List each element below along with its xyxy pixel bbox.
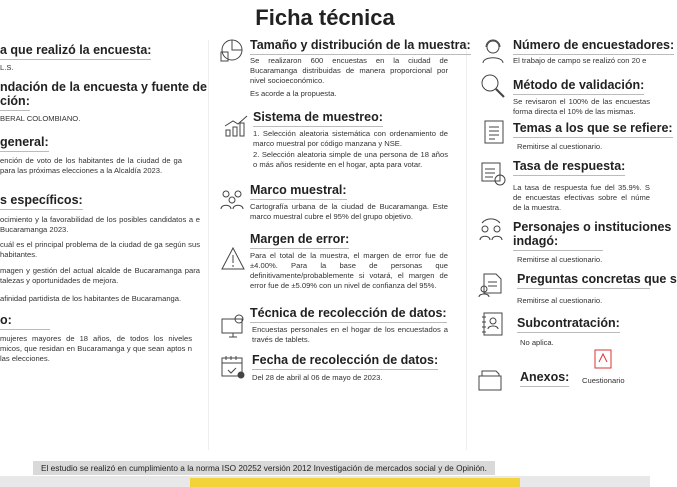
left-item: ocimiento y la favorabilidad de los posibles candidatos a e Bucaramanga 2023. bbox=[0, 215, 200, 234]
yellow-bar bbox=[190, 478, 520, 487]
clipboard-icon bbox=[482, 118, 508, 144]
left-heading-firm: a que realizó la encuesta: bbox=[0, 43, 151, 60]
right-text-questions: Remitirse al cuestionario. bbox=[517, 296, 603, 305]
mid-text-sampling-2: 2. Selección aleatoria simple de una persona de 18 años o más años residente en el hogar, apta para votar. bbox=[253, 150, 448, 169]
group-icon bbox=[219, 185, 245, 211]
right-heading-subcontract: Subcontratación: bbox=[517, 316, 620, 333]
right-text-validation: Se revisaron el 100% de las encuestas forma directa el 10% de las mismas. bbox=[513, 97, 650, 116]
right-heading-actors: Personajes o instituciones bbox=[513, 220, 672, 234]
column-divider bbox=[466, 40, 467, 450]
left-item: magen y gestión del actual alcalde de Bucaramanga para talezas y oportunidades de mejora. bbox=[0, 266, 200, 285]
right-heading-interviewers: Número de encuestadores: bbox=[513, 38, 674, 55]
right-text-topics: Remitirse al cuestionario. bbox=[517, 142, 603, 151]
mid-text-frame: Cartografía urbana de la ciudad de Bucaramanga. Este marco muestral cubre el 95% del grupo objetivo. bbox=[250, 202, 448, 221]
left-item: afinidad partidista de los habitantes de Bucaramanga. bbox=[0, 294, 182, 303]
checklist-icon bbox=[480, 160, 506, 186]
left-heading-general: general: bbox=[0, 135, 49, 152]
left-item: cuál es el principal problema de la ciudad de ga según sus habitantes. bbox=[0, 240, 200, 259]
people-exchange-icon bbox=[478, 218, 504, 244]
contacts-book-icon bbox=[480, 311, 506, 337]
mid-text-sample: Se realizaron 600 encuestas en la ciudad de Bucaramanga distribuidas de manera proporcional por nivel socioeconómico. bbox=[250, 56, 448, 85]
mid-heading-sampling: Sistema de muestreo: bbox=[253, 110, 383, 127]
footer-note: El estudio se realizó en cumplimiento a la norma ISO 20252 versión 2012 Investigación de mercados social y de Opinión. bbox=[33, 461, 495, 475]
annex-link-questionnaire[interactable]: Cuestionario bbox=[582, 376, 625, 385]
mid-text-technique: Encuestas personales en el hogar de los encuestados a través de tablets. bbox=[252, 325, 448, 344]
left-heading-funding: ndación de la encuesta y fuente de bbox=[0, 80, 208, 94]
left-text-general: ención de voto de los habitantes de la ciudad de ga para las próximas elecciones a la Alcaldía 2023. bbox=[0, 156, 182, 175]
mid-heading-error: Margen de error: bbox=[250, 232, 349, 249]
mid-heading-technique: Técnica de recolección de datos: bbox=[250, 306, 447, 323]
left-text-universe: mujeres mayores de 18 años, de todos los niveles micos, que residan en Bucaramanga y que sean aptos n las elecciones. bbox=[0, 334, 192, 363]
mid-text-date: Del 28 de abril al 06 de mayo de 2023. bbox=[252, 373, 383, 382]
pie-chart-icon bbox=[218, 38, 244, 64]
right-text-interviewers: El trabajo de campo se realizó con 20 e bbox=[513, 56, 647, 65]
warning-icon bbox=[220, 246, 246, 272]
right-heading-response: Tasa de respuesta: bbox=[513, 159, 625, 176]
right-text-actors: Remitirse al cuestionario. bbox=[517, 255, 603, 264]
page-title: Ficha técnica bbox=[255, 5, 395, 30]
mid-heading-frame: Marco muestral: bbox=[250, 183, 347, 200]
right-heading-topics: Temas a los que se refiere: bbox=[513, 121, 673, 138]
computer-icon bbox=[220, 313, 246, 339]
right-heading-annexes: Anexos: bbox=[520, 370, 569, 387]
column-divider bbox=[208, 40, 209, 450]
left-text-firm: L.S. bbox=[0, 63, 14, 72]
magnifier-icon bbox=[480, 73, 506, 99]
right-heading-validation: Método de validación: bbox=[513, 78, 644, 95]
mid-heading-date: Fecha de recolección de datos: bbox=[252, 353, 438, 370]
calendar-icon bbox=[220, 354, 246, 380]
folder-icon bbox=[477, 366, 503, 392]
right-heading-questions: Preguntas concretas que s bbox=[517, 272, 650, 289]
document-person-icon bbox=[478, 272, 504, 298]
pdf-icon[interactable] bbox=[594, 349, 612, 369]
mid-text-error: Para el total de la muestra, el margen de error fue de ±4.00%. Para la base de personas que definitivamente/probablemente si votará, el margen de error fue de ±5.09% con un nivel de confianza del 95%. bbox=[250, 251, 448, 290]
right-text-subcontract: No aplica. bbox=[520, 338, 554, 347]
headset-icon bbox=[480, 38, 506, 64]
right-heading-actors-2: indagó: bbox=[513, 234, 603, 251]
mid-heading-sample: Tamaño y distribución de la muestra: bbox=[250, 38, 471, 55]
left-heading-specific: s específicos: bbox=[0, 193, 83, 210]
growth-chart-icon bbox=[223, 112, 249, 138]
mid-text-sample-2: Es acorde a la propuesta. bbox=[250, 89, 337, 98]
right-text-response: La tasa de respuesta fue del 35.9%. S de encuestas efectivas sobre el núme de la muestra. bbox=[513, 183, 650, 212]
left-heading-universe: o: bbox=[0, 313, 50, 330]
left-text-funding: BERAL COLOMBIANO. bbox=[0, 114, 81, 123]
mid-text-sampling: 1. Selección aleatoria sistemática con ordenamiento de marco muestral por código manzana y NSE. bbox=[253, 129, 448, 148]
left-heading-funding-2: ción: bbox=[0, 94, 30, 111]
